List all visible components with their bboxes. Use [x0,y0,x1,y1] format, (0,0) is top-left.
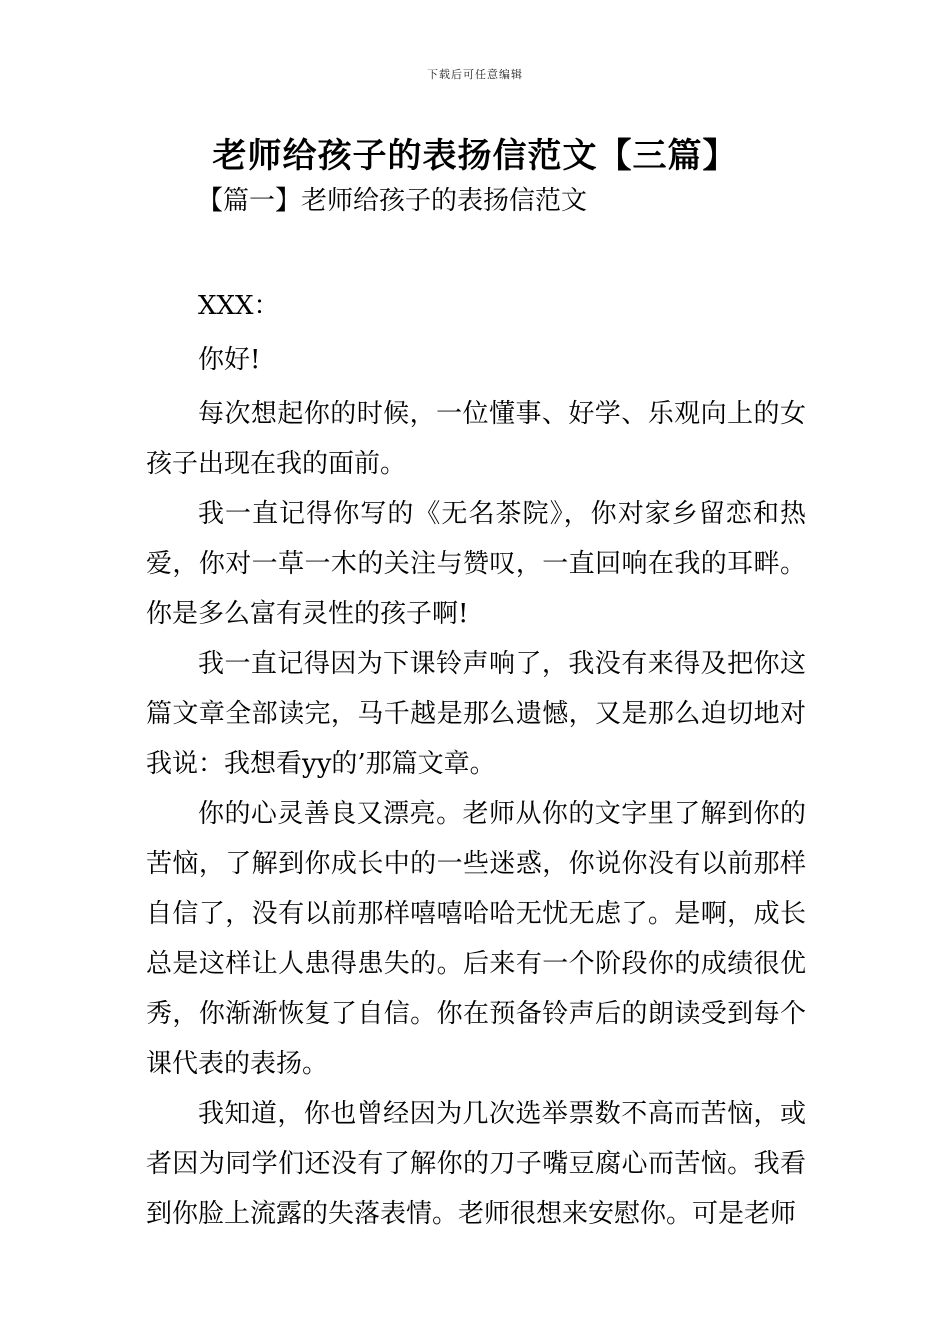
page-header-note: 下载后可任意编辑 [427,68,523,81]
letter-paragraph: 你的心灵善良又漂亮。老师从你的文字里了解到你的苦恼，了解到你成长中的一些迷惑，你说你没有以前那样自信了，没有以前那样嘻嘻哈哈无忧无虑了。是啊，成长总是这样让人患得患失的。后来有一个阶段你的成绩很优秀，你渐渐恢复了自信。你在预备铃声后的朗读受到每个课代表的表扬。 [146,799,806,1079]
letter-paragraph: 我一直记得因为下课铃声响了，我没有来得及把你这篇文章全部读完，马千越是那么遗憾，又是那么迫切地对我说：我想看yy的’那篇文章。 [146,649,806,779]
letter-greeting: 你好! [198,345,261,375]
letter-paragraph: 我一直记得你写的《无名茶院》，你对家乡留恋和热爱，你对一草一木的关注与赞叹，一直回响在我的耳畔。你是多么富有灵性的孩子啊! [146,499,806,629]
letter-body [146,281,806,1239]
letter-paragraph: 每次想起你的时候，一位懂事、好学、乐观向上的女孩子出现在我的面前。 [146,399,806,479]
section-heading: 【篇一】老师给孩子的表扬信范文 [197,186,588,216]
letter-salutation: XXX： [198,291,280,321]
letter-paragraph: 我知道，你也曾经因为几次选举票数不高而苦恼，或者因为同学们还没有了解你的刀子嘴豆腐心而苦恼。我看到你脸上流露的失落表情。老师很想来安慰你。可是老师 [146,1099,806,1229]
document-title: 老师给孩子的表扬信范文【三篇】 [212,136,738,176]
